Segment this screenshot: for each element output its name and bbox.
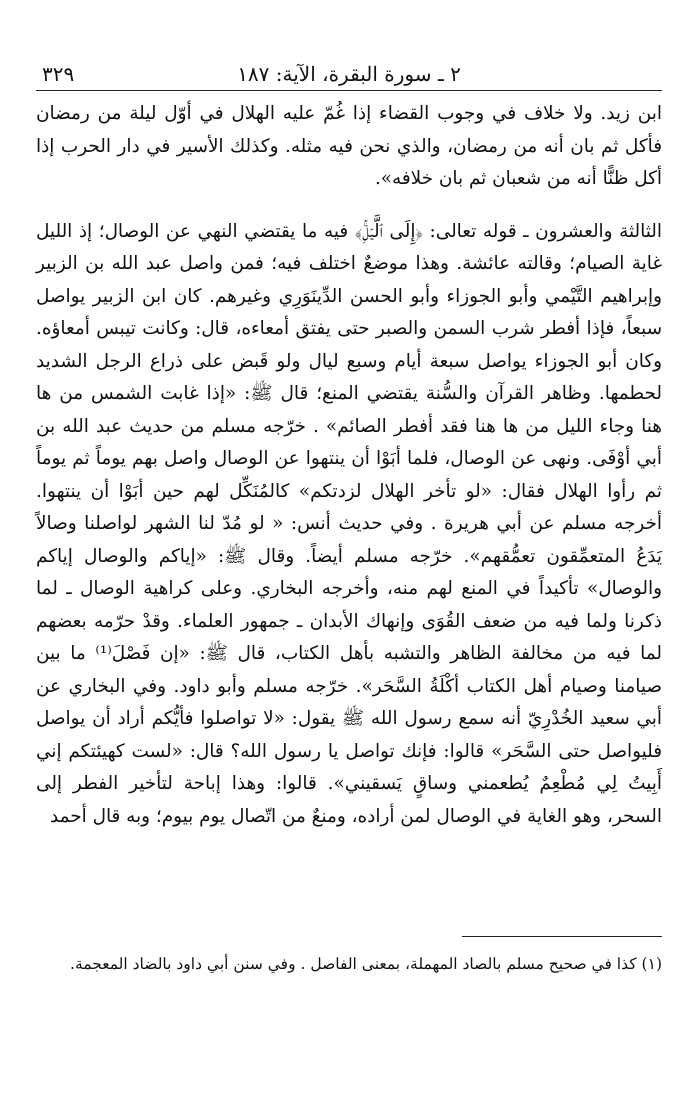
- footnote-separator: [462, 936, 662, 937]
- footnote: (١) كذا في صحيح مسلم بالصاد المهملة، بمعنى الفاصل . وفي سنن أبي داود بالضاد المعجمة.: [70, 955, 662, 973]
- paragraph: ابن زيد. ولا خلاف في وجوب القضاء إذا غُمّ عليه الهلال في أوّل ليلة من رمضان فأكل ثم بان أنه من رمضان، والذي نحن فيه مثله. وكذلك الأسير في دار الحرب إذا أكل ظنًّا أنه من شعبان ثم بان خلافه».: [36, 103, 662, 189]
- page-header: [36, 56, 662, 91]
- page-number: ٣٢٩: [42, 62, 75, 86]
- paragraph: الثالثة والعشرون ـ قوله تعالى: ﴿إِلَى ٱلَّيۡلِۚ﴾ فيه ما يقتضي النهي عن الوصال؛ إذ الليل غاية الصيام؛ وقالته عائشة. وهذا موضعٌ اختلف فيه؛ فمن واصل عبد الله بن الزبير وإبراهيم التَّيْمي وأبو الجوزاء وأبو الحسن الدِّينَوَرِي وغيرهم. كان ابن الزبير يواصل سبعاً، فإذا أفطر شرب السمن والصبر حتى يفتق أمعاءه، قال: وكانت تيبس أمعاؤه. وكان أبو الجوزاء يواصل سبعة أيام وسبع ليال ولو قَبض على ذراع الرجل الشديد لحطمها. وظاهر القرآن والسُّنة يقتضي المنع؛ قال ﷺ: «إذا غابت الشمس من ها هنا وجاء الليل من ها هنا فقد أفطر الصائم» . خرّجه مسلم من حديث عبد الله بن أبي أوْفَى. ونهى عن الوصال، فلما أبَوْا أن ينتهوا عن الوصال واصل بهم يوماً ثم يوماً ثم رأوا الهلال فقال: «لو تأخر الهلال لزدتكم» كالمُنَكِّل لهم حين أبَوْا أن ينتهوا. أخرجه مسلم عن أبي هريرة . وفي حديث أنس: « لو مُدّ لنا الشهر لواصلنا وصالاً يَدَعُ المتعمِّقون تعمُّقهم». خرّجه مسلم أيضاً. وقال ﷺ: «إياكم والوصال إياكم والوصال» تأكيداً في المنع لهم منه، وأخرجه البخاري. وعلى كراهية الوصال ـ لما ذكرنا ولما فيه من ضعف القُوَى وإنهاك الأبدان ـ جمهور العلماء. وقدْ حرّمه بعضهم لما فيه من مخالفة الظاهر والتشبه بأهل الكتاب، قال ﷺ: «إن فَصْلَ⁽¹⁾ ما بين صيامنا وصيام أهل الكتاب أكْلَةُ السَّحَر». خرّجه مسلم وأبو داود. وفي البخاري عن أبي سعيد الخُدْرِيّ أنه سمع رسول الله ﷺ يقول: «لا تواصلوا فأيُّكم أراد أن يواصل فليواصل حتى السَّحَر» قالوا: فإنك تواصل يا رسول الله؟ قال: «لست كهيئتكم إني أَبِيتُ لِي مُطْعِمٌ يُطعمني وساقٍ يَسقيني». قالوا: وهذا إباحة لتأخير الفطر إلى السحر، وهو الغاية في الوصال لمن أراده، ومنعٌ من اتّصال يوم بيوم؛ وبه قال أحمد: [36, 220, 662, 827]
- main-text: [36, 98, 662, 833]
- surah-reference: ٢ ـ سورة البقرة، الآية: ١٨٧: [237, 62, 461, 86]
